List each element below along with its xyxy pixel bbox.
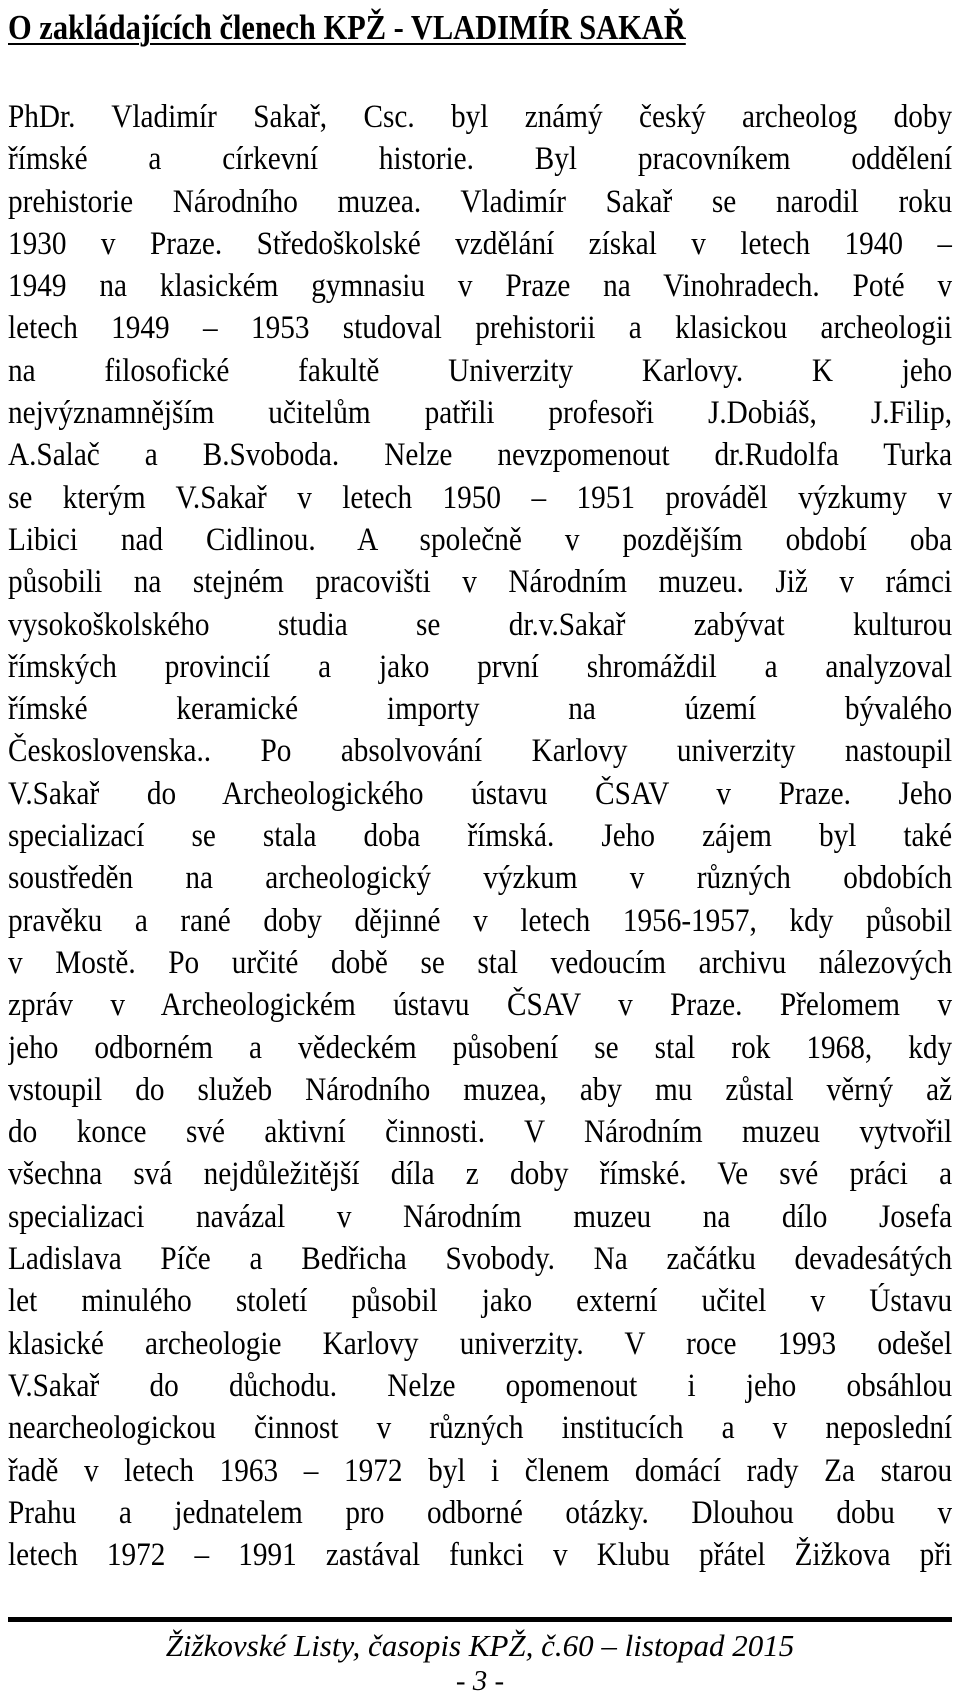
text-line: se kterým V.Sakař v letech 1950 – 1951 prováděl výzkumy v [8, 479, 953, 516]
text-line: zpráv v Archeologickém ústavu ČSAV v Praze. Přelomem v [8, 987, 953, 1024]
text-line: prehistorie Národního muzea. Vladimír Sakař se narodil roku [8, 183, 953, 220]
text-line: působili na stejném pracovišti v Národním muzeu. Již v rámci [8, 564, 953, 601]
text-line: letech 1972 – 1991 zastával funkci v Klubu přátel Žižkova při [8, 1537, 953, 1574]
text-line: v Mostě. Po určité době se stal vedoucím archivu nálezových [8, 944, 953, 981]
text-line: specializací se stala doba římská. Jeho zájem byl také [8, 818, 953, 855]
text-line: klasické archeologie Karlovy univerzity. V roce 1993 odešel [8, 1325, 953, 1362]
text-line: Ladislava Píče a Bedřicha Svobody. Na začátku devadesátých [8, 1241, 953, 1278]
footer-publication: Žižkovské Listy, časopis KPŽ, č.60 – listopad 2015 [165, 1628, 795, 1663]
text-line: V.Sakař do Archeologického ústavu ČSAV v Praze. Jeho [8, 775, 953, 812]
text-line: nejvýznamnějším učitelům patřili profesoři J.Dobiáš, J.Filip, [8, 395, 953, 432]
page-number: - 3 - [455, 1665, 505, 1697]
text-line: do konce své aktivní činnosti. V Národním muzeu vytvořil [8, 1114, 953, 1151]
text-line: pravěku a rané doby dějinné v letech 1956-1957, kdy působil [8, 902, 953, 939]
footer-divider [8, 1617, 952, 1622]
text-line: římské a církevní historie. Byl pracovníkem oddělení [8, 141, 953, 178]
text-line: PhDr. Vladimír Sakař, Csc. byl známý český archeolog doby [8, 99, 953, 135]
text-line: letech 1949 – 1953 studoval prehistorii a klasickou archeologii [8, 310, 953, 347]
text-line: specializaci navázal v Národním muzeu na dílo Josefa [8, 1198, 953, 1235]
text-line: V.Sakař do důchodu. Nelze opomenout i jeho obsáhlou [8, 1367, 953, 1404]
text-line: nearcheologickou činnost v různých institucích a v neposlední [8, 1410, 953, 1447]
text-line: soustředěn na archeologický výzkum v různých obdobích [8, 860, 953, 897]
text-line: let minulého století působil jako externí učitel v Ústavu [8, 1283, 953, 1320]
text-line: 1930 v Praze. Středoškolské vzdělání získal v letech 1940 – [8, 225, 953, 262]
article-body [8, 96, 960, 1576]
text-line: římské keramické importy na území bývalého [8, 691, 953, 728]
text-line: A.Salač a B.Svoboda. Nelze nevzpomenout dr.Rudolfa Turka [8, 437, 953, 474]
text-line: Prahu a jednatelem pro odborné otázky. Dlouhou dobu v [8, 1494, 953, 1531]
text-line: 1949 na klasickém gymnasiu v Praze na Vinohradech. Poté v [8, 268, 953, 305]
text-line: jeho odborném a vědeckém působení se stal rok 1968, kdy [8, 1029, 953, 1066]
text-line: na filosofické fakultě Univerzity Karlovy. K jeho [8, 352, 953, 389]
text-line: řadě v letech 1963 – 1972 byl i členem domácí rady Za starou [8, 1452, 953, 1489]
text-line: Československa.. Po absolvování Karlovy univerzity nastoupil [8, 733, 953, 770]
text-line: vstoupil do služeb Národního muzea, aby mu zůstal věrný až [8, 1071, 953, 1108]
text-line: všechna svá nejdůležitější díla z doby římské. Ve své práci a [8, 1156, 953, 1193]
text-line: Libici nad Cidlinou. A společně v pozdějším období oba [8, 521, 953, 558]
text-line: vysokoškolského studia se dr.v.Sakař zabývat kulturou [8, 606, 953, 643]
text-line: římských provincií a jako první shromáždil a analyzoval [8, 648, 953, 685]
article-title: O zakládajících členech KPŽ - VLADIMÍR SAKAŘ [8, 8, 686, 47]
